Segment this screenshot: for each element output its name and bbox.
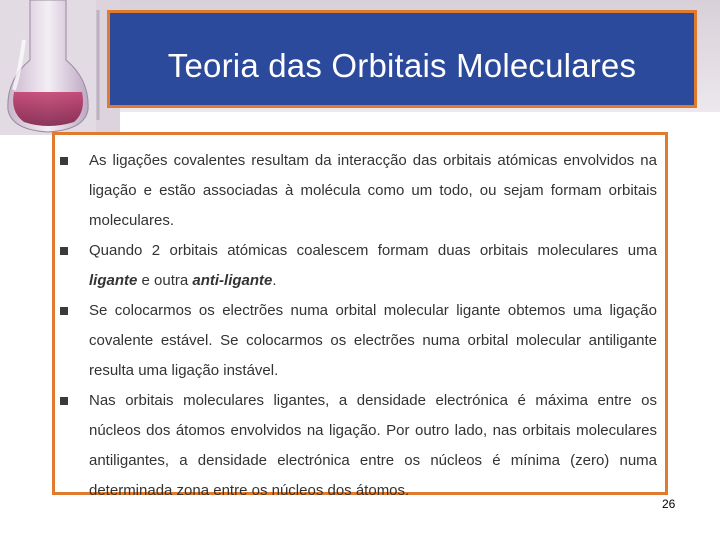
bullet-text-part: e outra [137,272,193,289]
bullet-text: Nas orbitais moleculares ligantes, a densidade electrónica é máxima entre os núcleos dos átomos envolvidos na ligação. Por outro lado, nas orbitais moleculares antiligantes, a densidade electrónica entre os núcleos é mínima (zero) numa determinada zona entre os núcleos dos átomos. [89,392,657,499]
bullet-text: Se colocarmos os electrões numa orbital molecular ligante obtemos uma ligação covalente estável. Se colocarmos os electrões numa orbital molecular antiligante resulta uma ligação instável. [89,302,657,379]
page-number: 26 [662,497,676,511]
bullet-text-part: Quando 2 orbitais atómicas coalescem formam duas orbitais moleculares uma [89,242,657,259]
square-bullet-icon [60,157,68,165]
emphasis-anti-ligante: anti-ligante [192,272,273,289]
content-box [52,132,668,499]
flask-image [0,0,120,135]
title-box [107,10,697,108]
square-bullet-icon [60,307,68,315]
bullet-text [89,236,657,296]
square-bullet-icon [60,397,68,405]
square-bullet-icon [60,247,68,255]
emphasis-ligante: ligante [89,272,138,289]
bullet-text: As ligações covalentes resultam da interacção das orbitais atómicas envolvidos na ligação e estão associadas à molécula como um todo, ou sejam formam orbitais moleculares. [89,152,657,229]
slide-title: Teoria das Orbitais Moleculares [167,47,637,84]
bullet-text-part: . [272,272,277,289]
